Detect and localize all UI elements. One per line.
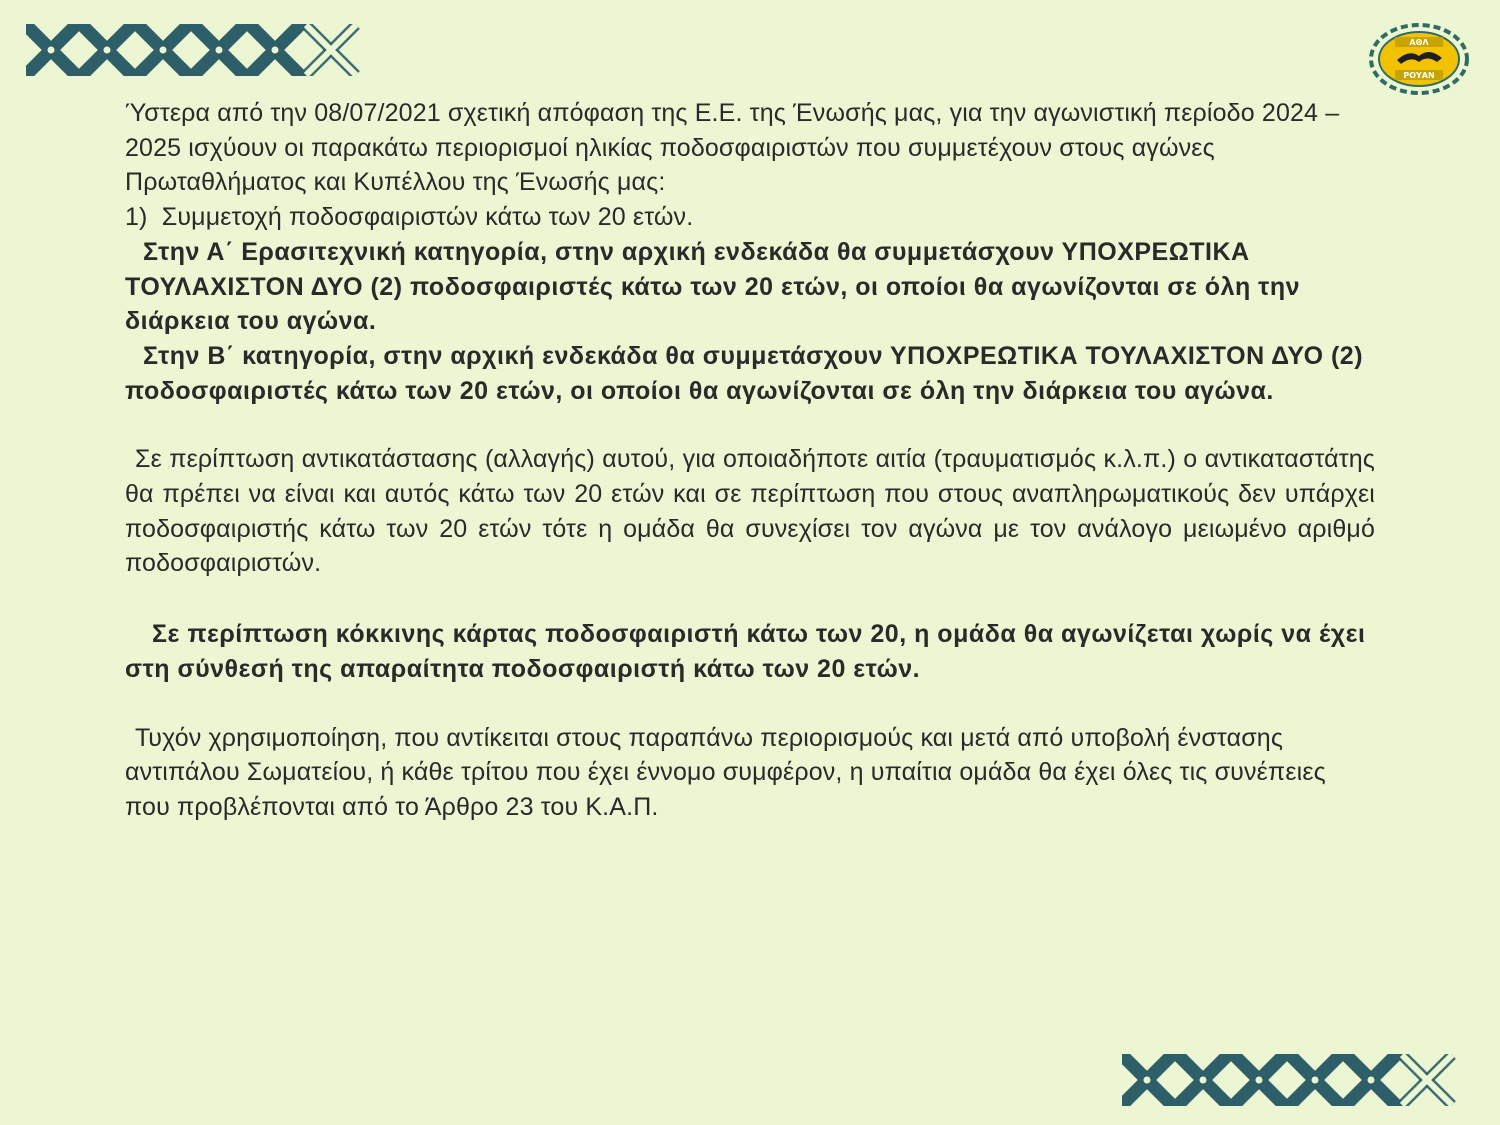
penalty-paragraph: Τυχόν χρησιμοποίηση, που αντίκειται στους παραπάνω περιορισμούς και μετά από υποβολή ένστασης αντιπάλου Σωματείου, ή κάθε τρίτου που έχει έννομο συμφέρον, η υπαίτια ομάδα θα έχει όλες τις συνέπειες που προβλέπονται από το Άρθρο 23 του Κ.Α.Π. xyxy=(125,723,1326,821)
document-body xyxy=(125,96,1375,825)
list-item-under-20: 1) Συμμετοχή ποδοσφαιριστών κάτω των 20 ετών. xyxy=(125,203,694,232)
red-card-paragraph: Σε περίπτωση κόκκινης κάρτας ποδοσφαιριστή κάτω των 20, η ομάδα θα αγωνίζεται χωρίς να έχει στη σύνθεσή της απαραίτητα ποδοσφαιριστή κάτω των 20 ετών. xyxy=(125,620,1366,683)
club-crest-icon xyxy=(1367,22,1471,96)
intro-paragraph: Ύστερα από την 08/07/2021 σχετική απόφαση της Ε.Ε. της Ένωσής μας, για την αγωνιστική περίοδο 2024 – 2025 ισχύουν οι παρακάτω περιορισμοί ηλικίας ποδοσφαιριστών που συμμετέχουν στους αγώνες Πρωταθλήματος και Κυπέλλου της Ένωσής μας: xyxy=(125,99,1340,197)
x-pattern-icon xyxy=(1122,1054,1467,1106)
replacement-paragraph: Σε περίπτωση αντικατάστασης (αλλαγής) αυτού, για οποιαδήποτε αιτία (τραυματισμός κ.λ.π.) ο αντικαταστάτης θα πρέπει να είναι και αυτός κάτω των 20 ετών και σε περίπτωση που στους αναπληρωματικούς δεν υπάρχει ποδοσφαιριστής κάτω των 20 ετών τότε η ομάδα θα συνεχίσει τον αγώνα με τον ανάλογο μειωμένο αριθμό ποδοσφαιριστών. xyxy=(125,445,1375,578)
logo-text-bottom: ΡΟΥΑΝ xyxy=(1403,71,1435,80)
rule-b-category: Στην Β΄ κατηγορία, στην αρχική ενδεκάδα θα συμμετάσχουν ΥΠΟΧΡΕΩΤΙΚΑ ΤΟΥΛΑΧΙΣΤΟΝ ΔΥΟ (2) ποδοσφαιριστές κάτω των 20 ετών, οι οποίοι θα αγωνίζονται σε όλη την διάρκεια του αγώνα. xyxy=(125,341,1364,405)
rule-a-category: Στην Α΄ Ερασιτεχνική κατηγορία, στην αρχική ενδεκάδα θα συμμετάσχουν ΥΠΟΧΡΕΩΤΙΚΑ ΤΟΥΛΑΧΙΣΤΟΝ ΔΥΟ (2) ποδοσφαιριστές κάτω των 20 ετών, οι οποίοι θα αγωνίζονται σε όλη την διάρκεια του αγώνα. xyxy=(125,237,1301,336)
logo-text-top: ΑΘΛ xyxy=(1409,38,1429,47)
x-pattern-icon xyxy=(26,24,371,76)
